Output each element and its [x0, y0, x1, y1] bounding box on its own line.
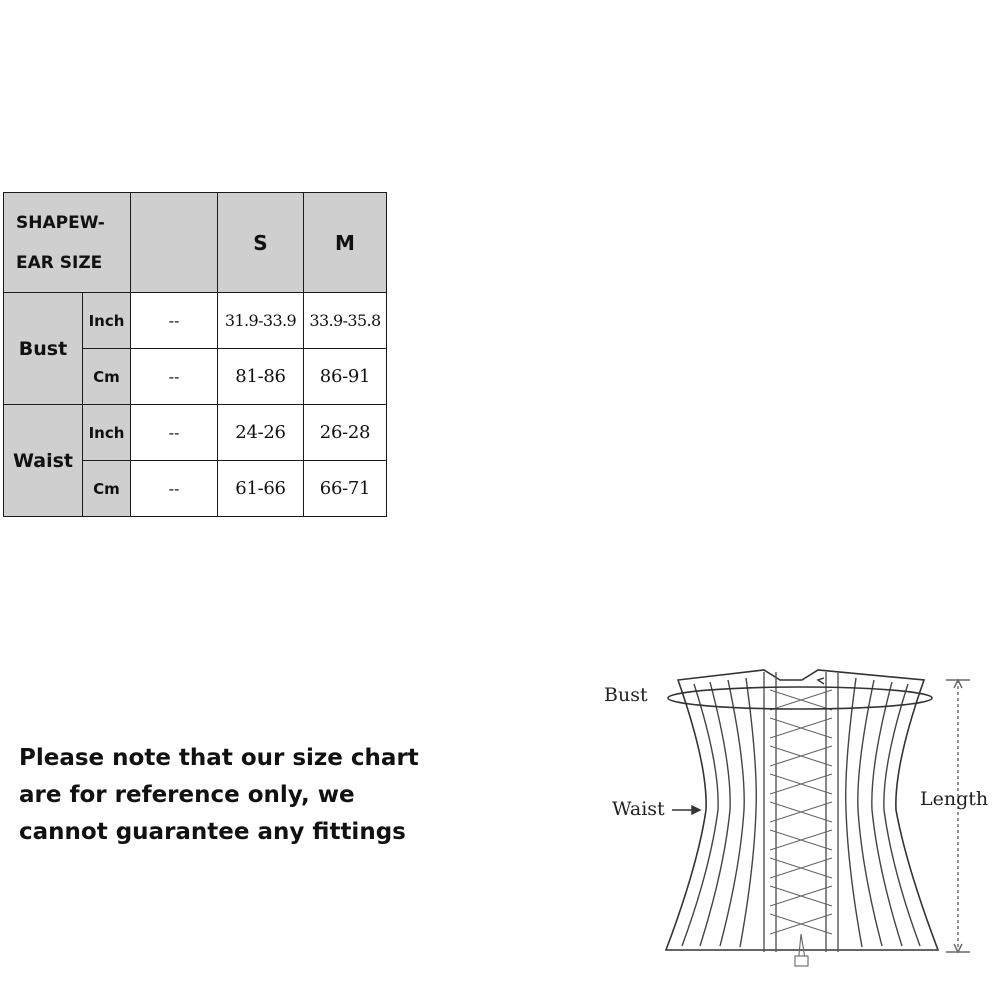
unit-cell: Inch	[83, 293, 131, 349]
value-cell: 66-71	[304, 461, 387, 517]
value-cell: --	[131, 461, 218, 517]
row-group-waist: Waist	[4, 405, 83, 517]
size-title-line2: EAR SIZE	[16, 252, 103, 273]
value-cell: --	[131, 349, 218, 405]
unit-cell: Cm	[83, 461, 131, 517]
table-header-row	[4, 193, 387, 293]
size-title-cell	[4, 193, 131, 293]
waist-label: Waist	[612, 798, 665, 820]
value-cell: --	[131, 405, 218, 461]
size-header-s: S	[218, 193, 304, 293]
note-line: Please note that our size chart	[19, 745, 419, 771]
value-cell: 31.9-33.9	[218, 293, 304, 349]
size-chart-table	[3, 192, 387, 517]
table-row	[4, 293, 387, 349]
size-header-m: M	[304, 193, 387, 293]
blank-header-cell	[131, 193, 218, 293]
note-line: are for reference only, we	[19, 782, 355, 808]
unit-cell: Cm	[83, 349, 131, 405]
value-cell: 81-86	[218, 349, 304, 405]
value-cell: 86-91	[304, 349, 387, 405]
value-cell: 61-66	[218, 461, 304, 517]
value-cell: 33.9-35.8	[304, 293, 387, 349]
value-cell: --	[131, 293, 218, 349]
row-group-bust: Bust	[4, 293, 83, 405]
unit-cell: Inch	[83, 405, 131, 461]
corset-measurement-diagram	[590, 660, 990, 980]
table-row	[4, 405, 387, 461]
note-line: cannot guarantee any fittings	[19, 819, 406, 845]
disclaimer-note	[19, 740, 439, 851]
size-title-line1: SHAPEW-	[16, 212, 105, 233]
value-cell: 26-28	[304, 405, 387, 461]
corset-diagram-icon	[590, 660, 990, 980]
length-label: Length	[920, 788, 989, 810]
value-cell: 24-26	[218, 405, 304, 461]
bust-label: Bust	[604, 684, 648, 706]
